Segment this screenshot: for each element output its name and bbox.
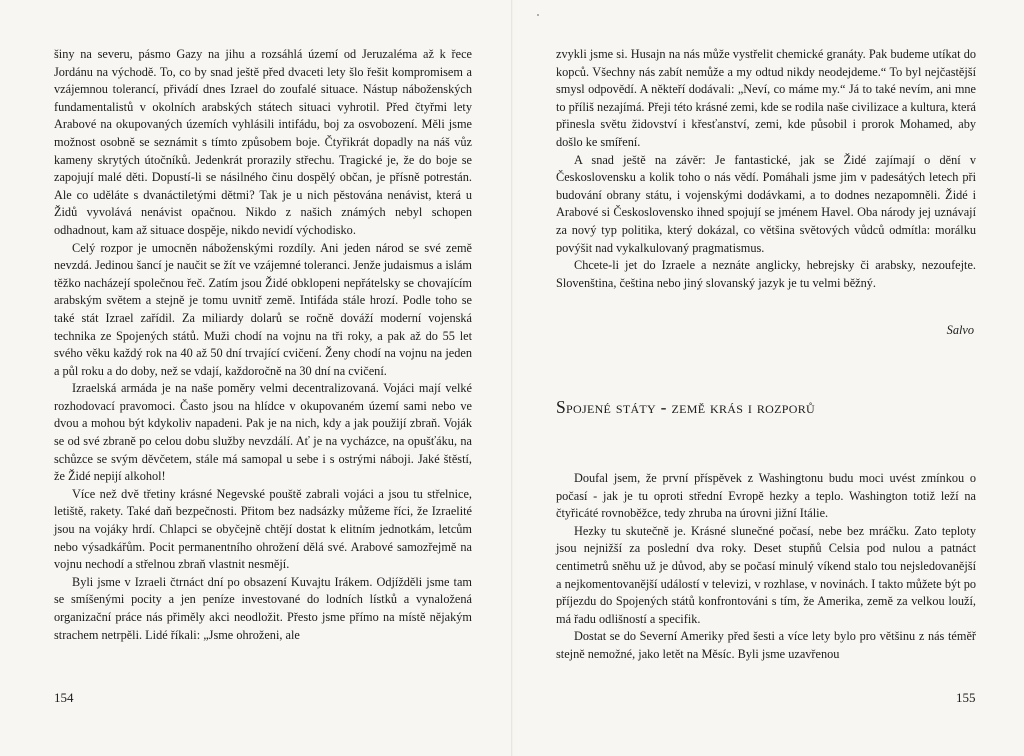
paragraph: šiny na severu, pásmo Gazy na jihu a rozsáhlá území od Jeruzaléma až k řece Jordánu na východě. To, co by snad ještě před dvaceti lety šlo řešit kompromisem a vzájemnou tolerancí, přivádí dnes Izrael do zoufalé situace. Nástup náboženských fundamentalistů v okolních arabských státech situaci vyhrotil. Před čtyřmi lety Arabové na okupovaných územích vyhlásili intifádu, boj za osvobození. Měli jsme možnost osobně se seznámit s tímto způsobem boje. Čtyřikrát dopadly na náš vůz kameny skrytých útočníků. Jedenkrát prorazily střechu. Tragické je, že do boje se zapojují malé děti. Dopustí-li se násilného činu dospělý občan, je přísně potrestán. Ale co uděláte s dvanáctiletými dětmi? Tak je u nich pěstována nenávist, která u Židů vyvolává nenávist opačnou. Nikdo z našich známých nebyl schopen odhadnout, kam až situace dospěje, nikdo nevidí východisko. [54,47,472,237]
paragraph: Více než dvě třetiny krásné Negevské pouště zabrali vojáci a jsou tu střelnice, letiště, rakety. Také daň bezpečnosti. Přitom bez nadsázky můžeme říci, že Izraelité jsou na vojáky hrdí. Chlapci se obyčejně chtějí dostat k elitním jednotkám, letcům nebo výsadkářům. Pocit permanentního ohrožení dělá své. Arabové samozřejmě na vojnu nechodí a střelnou zbraň vlastnit nesmějí. [54,486,472,572]
right-page [512,0,1024,756]
paragraph: Dostat se do Severní Ameriky před šesti a více lety bylo pro většinu z nás téměř stejně nemožné, jako letět na Měsíc. Byli jsme uzavřenou [556,629,976,661]
author-signature: Salvo [946,323,974,338]
paragraph: Hezky tu skutečně je. Krásné slunečné počasí, nebe bez mráčku. Zato teploty jsou nejnižší za poslední dva roky. Deset stupňů Celsia pod nulou a patnáct centimetrů sněhu už je důvod, aby se počasí minulý víkend stalo tou nejsledovanější a nejkomentovanější událostí v televizi, v rozhlase, v novinách. I takto můžete být po příjezdu do Spojených států konfrontováni s tím, že Amerika, země za velkou louží, má řadu odlišností a specifik. [556,523,976,626]
page-number: 154 [54,690,74,705]
right-page-text [556,46,976,340]
paragraph: Celý rozpor je umocněn náboženskými rozdíly. Ani jeden národ se své země nevzdá. Jedinou šancí je naučit se žít ve vzájemné toleranci. Jenže judaismus a islám těžko nacházejí společnou řeč. Zatím jsou Židé obklopeni nepřátelsky se chovajícím arabským světem a stejně je tomu uvnitř země. Intifáda stále hrozí. Podle toho se také stát Izrael zařídil. Za miliardy dolarů se ročně dováží moderní vojenská technika ze Spojených států. Muži chodí na vojnu na tři roky, a pak až do 55 let svého věku každý rok na 40 až 50 dní trvající cvičení. Ženy chodí na vojnu na jeden a půl roku a do doby, než se vdají, každoročně na 30 dní na cvičení. [54,240,472,378]
section-title: Spojené státy - země krás i rozporů [556,397,815,417]
paragraph: Doufal jsem, že první příspěvek z Washingtonu budu moci uvést zmínkou o počasí - jak je tu oproti střední Evropě hezky a teplo. Washington totiž leží na čtyřicáté rovnoběžce, tedy zhruba na úrovni jižní Itálie. [556,471,976,521]
paragraph: Chcete-li jet do Izraele a neznáte anglicky, hebrejsky či arabsky, nezoufejte. Slovenština, čeština nebo jiný slovanský jazyk je tu velmi běžný. [556,258,976,290]
paragraph: Izraelská armáda je na naše poměry velmi decentralizovaná. Vojáci mají velké rozhodovací pravomoci. Často jsou na hlídce v okupovaném území sami nebo ve dvou a mohou být kdykoliv napadeni. Pak je na nich, kdy a jak použijí zbraň. Voják se od své zbraně po celou dobu služby nevzdálí. Ať je na vycházce, na opušťáku, na schůzce se svým děvčetem, stále má samopal u sebe i s ostrými náboji. Jaké štěstí, že Židé nepijí alkohol! [54,381,472,484]
paragraph: A snad ještě na závěr: Je fantastické, jak se Židé zajímají o dění v Československu a kolik toho o nás vědí. Pomáhali jsme jim v padesátých letech při budování obrany státu, i vojenskými dodávkami, a to dodnes nezapomněli. Židé i Arabové si Československo ihned spojují se jménem Havel. Oba národy jej uznávají za nový typ politika, který dokázal, co většina světových vůdců odmítla: morálku povýšit nad vykalkulovaný pragmatismus. [556,152,976,255]
paragraph: Byli jsme v Izraeli čtrnáct dní po obsazení Kuvajtu Irákem. Odjížděli jsme tam se smíšenými pocity a jen peníze investované do lodních lístků a vynaložená organizační práce nás přiměly akci neodložit. Přesto jsme přímo na místě nějakým strachem netrpěli. Lidé říkali: „Jsme ohroženi, ale [54,574,472,642]
page-number: 155 [956,690,976,705]
left-page-text [54,46,472,644]
section-text [556,470,976,664]
paragraph: zvykli jsme si. Husajn na nás může vystřelit chemické granáty. Pak budeme utíkat do kopců. Všechny nás zabít nemůže a my odtud nikdy neodejdeme.“ To byl nejčastější smysl odpovědí. A někteří dodávali: „Neví, co máme my.“ Já to také nevím, ani mne to příliš nezajímá. Přeji této krásné zemi, kde se rodila naše civilizace a kultura, která přinesla světu židovství i křesťanství, zemi, kde působil i prorok Mohamed, aby došlo ke smíření. [556,47,976,149]
